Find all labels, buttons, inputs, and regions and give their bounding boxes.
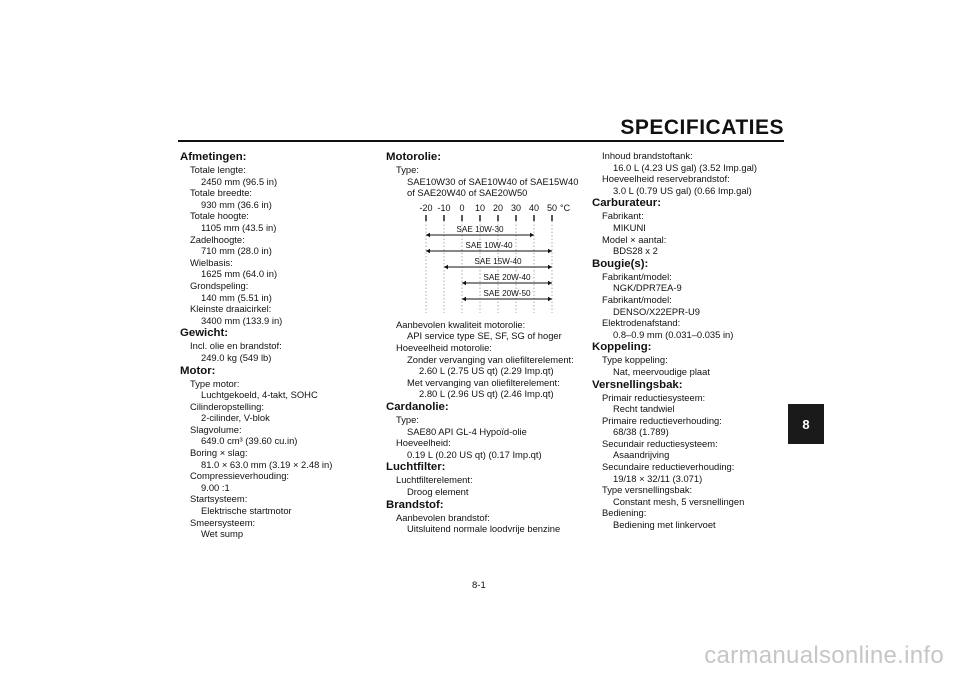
tick-label: 10 — [474, 202, 486, 213]
spec-value: 0.8–0.9 mm (0.031–0.035 in) — [613, 328, 734, 340]
arrow-head — [426, 249, 430, 253]
spec-label: Kleinste draaicirkel: — [190, 303, 272, 315]
series-label: SAE 10W-30 — [456, 224, 504, 234]
spec-label: Bediening: — [602, 507, 647, 519]
section-heading-luchtfilter: Luchtfilter: — [386, 461, 446, 474]
spec-label: Hoeveelheid motorolie: — [396, 341, 492, 353]
spec-label: Totale breedte: — [190, 187, 253, 199]
spec-value: 140 mm (5.51 in) — [201, 291, 272, 303]
arrow-head — [444, 265, 448, 269]
section-heading-gewicht: Gewicht: — [180, 327, 229, 340]
tick-label: 30 — [510, 202, 522, 213]
spec-value: Wet sump — [201, 528, 244, 540]
column-2 — [386, 150, 586, 535]
spec-label: Type: — [396, 164, 419, 175]
tick-label: 0 — [459, 202, 465, 213]
series-label: SAE 20W-50 — [483, 288, 531, 298]
arrow-head — [548, 281, 552, 285]
section-heading-versnellingsbak: Versnellingsbak: — [592, 378, 683, 391]
spec-label: Slagvolume: — [190, 423, 242, 435]
page-number: 8-1 — [472, 580, 486, 591]
spec-value: 16.0 L (4.23 US gal) (3.52 Imp.gal) — [613, 161, 757, 173]
column-3 — [592, 150, 782, 531]
spec-label: Aanbevolen brandstof: — [396, 511, 490, 523]
spec-label: Smeersysteem: — [190, 516, 256, 528]
spec-value: 0.19 L (0.20 US qt) (0.17 Imp.qt) — [407, 448, 542, 460]
spec-value: Constant mesh, 5 versnellingen — [613, 495, 745, 507]
header-rule — [178, 140, 784, 142]
section-heading-carburateur: Carburateur: — [592, 197, 661, 210]
spec-value: Droog element — [407, 485, 469, 497]
arrow-head — [548, 297, 552, 301]
arrow-head — [462, 281, 466, 285]
spec-label: Model × aantal: — [602, 233, 667, 245]
spec-value: 2.60 L (2.75 US qt) (2.29 Imp.qt) — [419, 365, 554, 377]
tick-label: 50 — [546, 202, 558, 213]
spec-label: Zadelhoogte: — [190, 233, 245, 245]
spec-value: Bediening met linkervoet — [613, 519, 716, 531]
spec-value: NGK/DPR7EA-9 — [613, 282, 682, 294]
spec-label: Totale lengte: — [190, 164, 246, 175]
spec-value: of SAE20W40 of SAE20W50 — [407, 187, 528, 199]
spec-value: 2-cilinder, V-blok — [201, 412, 270, 424]
spec-value: 9.00 :1 — [201, 481, 230, 493]
spec-label: Fabrikant: — [602, 210, 644, 222]
spec-label: Zonder vervanging van oliefilterelement: — [407, 353, 574, 365]
spec-label: Luchtfilterelement: — [396, 474, 473, 486]
spec-value: 249.0 kg (549 lb) — [201, 351, 272, 363]
section-heading-motorolie: Motorolie: — [386, 151, 442, 163]
spec-label: Incl. olie en brandstof: — [190, 340, 282, 352]
spec-value: SAE10W30 of SAE10W40 of SAE15W40 — [407, 175, 579, 187]
spec-label: Secundair reductiesysteem: — [602, 437, 718, 449]
section-heading-afmetingen: Afmetingen: — [180, 151, 247, 163]
spec-value: 2450 mm (96.5 in) — [201, 175, 278, 187]
spec-value: 3400 mm (133.9 in) — [201, 314, 283, 326]
spec-value: 3.0 L (0.79 US gal) (0.66 Imp.gal) — [613, 184, 752, 196]
arrow-head — [530, 233, 534, 237]
spec-value: API service type SE, SF, SG of hoger — [407, 330, 562, 342]
spec-value: BDS28 x 2 — [613, 245, 658, 257]
arrow-head — [548, 249, 552, 253]
spec-value: 1105 mm (43.5 in) — [201, 221, 277, 233]
section-heading-motor: Motor: — [180, 364, 216, 377]
spec-label: Type koppeling: — [602, 354, 668, 366]
spec-value: 710 mm (28.0 in) — [201, 245, 272, 257]
spec-label: Primaire reductieverhouding: — [602, 414, 722, 426]
spec-value: 68/38 (1.789) — [613, 426, 669, 438]
tick-label: -20 — [419, 202, 433, 213]
section-heading-brandstof: Brandstof: — [386, 498, 444, 511]
spec-value: Asaandrijving — [613, 449, 670, 461]
page-title: SPECIFICATIES — [620, 116, 784, 139]
unit-label: °C — [560, 202, 571, 213]
watermark: carmanualsonline.info — [704, 642, 944, 669]
spec-value: Nat, meervoudige plaat — [613, 365, 710, 377]
chapter-tab: 8 — [788, 404, 824, 444]
spec-value: 930 mm (36.6 in) — [201, 198, 272, 210]
series-label: SAE 20W-40 — [483, 272, 531, 282]
spec-label: Type: — [396, 413, 419, 425]
section-heading-cardanolie: Cardanolie: — [386, 400, 449, 413]
spec-label: Boring × slag: — [190, 447, 248, 459]
spec-label: Wielbasis: — [190, 256, 233, 268]
tick-label: 20 — [492, 202, 504, 213]
tick-label: -10 — [437, 202, 451, 213]
spec-label: Secundaire reductieverhouding: — [602, 461, 735, 473]
spec-value: 81.0 × 63.0 mm (3.19 × 2.48 in) — [201, 458, 333, 470]
tick-label: 40 — [528, 202, 540, 213]
spec-value: Elektrische startmotor — [201, 505, 292, 517]
spec-value: DENSO/X22EPR-U9 — [613, 305, 701, 317]
spec-label: Totale hoogte: — [190, 210, 249, 222]
series-label: SAE 15W-40 — [474, 256, 522, 266]
oil-viscosity-chart — [404, 201, 584, 315]
arrow-head — [426, 233, 430, 237]
spec-label: Cilinderopstelling: — [190, 400, 264, 412]
spec-value: Uitsluitend normale loodvrije benzine — [407, 523, 561, 535]
spec-value: 19/18 × 32/11 (3.071) — [613, 472, 703, 484]
spec-label: Fabrikant/model: — [602, 270, 672, 282]
spec-value: 1625 mm (64.0 in) — [201, 268, 278, 280]
spec-value: SAE80 API GL-4 Hypoïd-olie — [407, 425, 527, 437]
spec-label: Hoeveelheid: — [396, 437, 451, 449]
spec-value: Luchtgekoeld, 4-takt, SOHC — [201, 389, 318, 401]
arrow-head — [548, 265, 552, 269]
spec-value: MIKUNI — [613, 221, 646, 233]
section-heading-koppeling: Koppeling: — [592, 341, 652, 354]
spec-label: Met vervanging van oliefilterelement: — [407, 376, 560, 388]
series-label: SAE 10W-40 — [465, 240, 513, 250]
section-heading-bougie: Bougie(s): — [592, 257, 649, 270]
spec-label: Compressieverhouding: — [190, 470, 290, 482]
spec-label: Fabrikant/model: — [602, 293, 672, 305]
spec-label: Primair reductiesysteem: — [602, 391, 706, 403]
spec-value: 2.80 L (2.96 US qt) (2.46 Imp.qt) — [419, 388, 554, 400]
arrow-head — [462, 297, 466, 301]
spec-list-afmetingen — [180, 164, 370, 326]
spec-value: 649.0 cm³ (39.60 cu.in) — [201, 435, 298, 447]
spec-label: Type motor: — [190, 377, 240, 389]
spec-value: Recht tandwiel — [613, 403, 675, 415]
spec-label: Startsysteem: — [190, 493, 248, 505]
spec-label: Aanbevolen kwaliteit motorolie: — [396, 318, 526, 330]
spec-label: Grondspeling: — [190, 279, 249, 291]
spec-label: Hoeveelheid reservebrandstof: — [602, 173, 730, 185]
oil-viscosity-chart-svg — [404, 201, 584, 315]
spec-label: Type versnellingsbak: — [602, 484, 693, 496]
spec-label: Elektrodenafstand: — [602, 317, 681, 329]
column-1 — [180, 150, 370, 540]
spec-label: Inhoud brandstoftank: — [602, 150, 693, 161]
